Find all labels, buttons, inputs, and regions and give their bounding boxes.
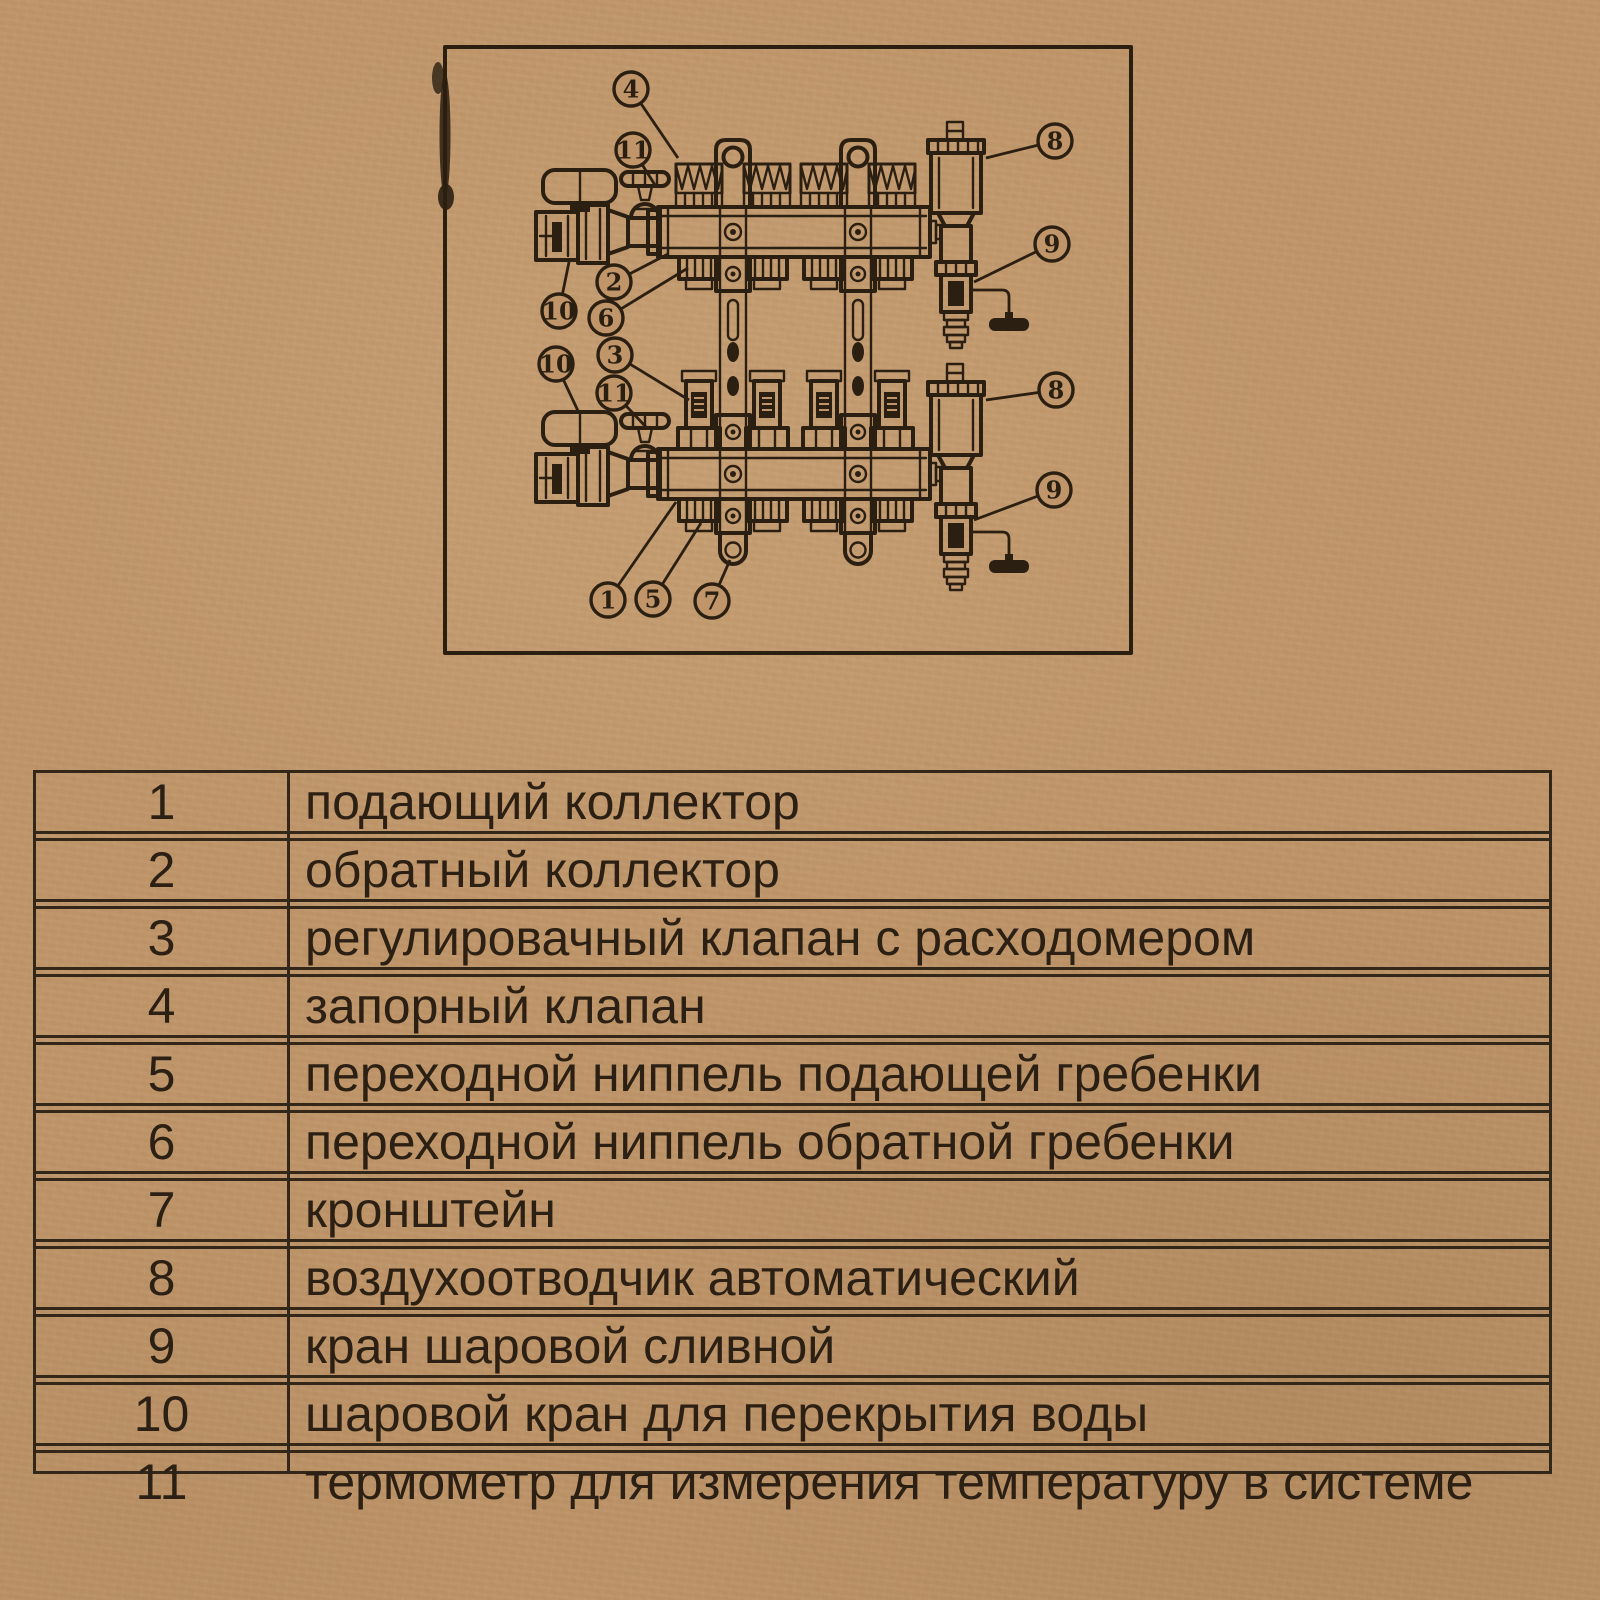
callout-number: 8 (1047, 375, 1065, 405)
part-label: переходной ниппель подающей гребенки (305, 1046, 1262, 1102)
callout-number: 1 (599, 585, 617, 615)
ink-smudge (432, 62, 454, 210)
callout-number: 11 (616, 135, 650, 165)
part-label: переходной ниппель обратной гребенки (305, 1114, 1235, 1170)
callout-number: 8 (1046, 126, 1064, 156)
table-row (36, 1314, 1549, 1378)
part-label: шаровой кран для перекрытия воды (305, 1386, 1149, 1442)
callout-number: 6 (597, 303, 615, 333)
supply-manifold-bar (658, 449, 930, 499)
part-label: воздухоотводчик автоматический (305, 1250, 1080, 1306)
callout-number: 11 (597, 378, 631, 408)
part-number: 2 (147, 842, 176, 898)
callout-8 (986, 124, 1072, 158)
flow-meters (678, 371, 913, 449)
part-label: термометр для измерения температуру в системе (305, 1454, 1474, 1510)
ball-valve-assemblies (536, 170, 669, 505)
callout-8 (986, 373, 1073, 407)
part-number: 6 (147, 1114, 176, 1170)
shutoff-valve-caps (676, 164, 915, 207)
table-row (36, 1246, 1549, 1310)
part-label: кран шаровой сливной (305, 1318, 836, 1374)
callout-number: 5 (644, 584, 662, 614)
supply-nipples (679, 499, 912, 531)
part-label: кронштейн (305, 1182, 556, 1238)
callout-7 (695, 560, 730, 618)
table-row (36, 773, 1549, 834)
callout-number: 9 (1045, 475, 1063, 505)
callout-layer (539, 72, 1073, 618)
table-row (36, 974, 1549, 1038)
callout-9 (974, 227, 1069, 282)
part-number: 7 (147, 1182, 176, 1238)
part-number: 4 (147, 978, 176, 1034)
callout-number: 7 (703, 586, 721, 616)
table-row (36, 906, 1549, 970)
part-number: 10 (133, 1386, 190, 1442)
part-number: 5 (147, 1046, 176, 1102)
part-number: 8 (147, 1250, 176, 1306)
table-column-divider (287, 773, 290, 1471)
part-label: подающий коллектор (305, 774, 800, 830)
callout-number: 9 (1043, 229, 1061, 259)
part-number: 3 (147, 910, 176, 966)
table-row (36, 1042, 1549, 1106)
callout-9 (974, 473, 1071, 520)
callout-number: 4 (622, 74, 640, 104)
part-label: обратный коллектор (305, 842, 780, 898)
part-number: 11 (135, 1454, 188, 1510)
callout-10 (539, 347, 579, 413)
part-number: 1 (147, 774, 176, 830)
part-label: регулировачный клапан с расходомером (305, 910, 1256, 966)
callout-number: 2 (605, 267, 623, 297)
part-number: 9 (147, 1318, 176, 1374)
callout-number: 3 (606, 340, 624, 370)
manifold-diagram (430, 30, 1150, 670)
callout-number: 10 (539, 349, 573, 379)
table-row (36, 1178, 1549, 1242)
return-nipples (679, 257, 912, 289)
table-row (36, 1450, 1549, 1511)
return-manifold-bar (658, 207, 930, 257)
table-row (36, 1382, 1549, 1446)
callout-5 (636, 523, 701, 616)
table-row (36, 838, 1549, 902)
table-row (36, 1110, 1549, 1174)
part-label: запорный клапан (305, 978, 706, 1034)
callout-10 (542, 262, 576, 328)
parts-table (33, 770, 1552, 1510)
callout-number: 10 (542, 296, 576, 326)
